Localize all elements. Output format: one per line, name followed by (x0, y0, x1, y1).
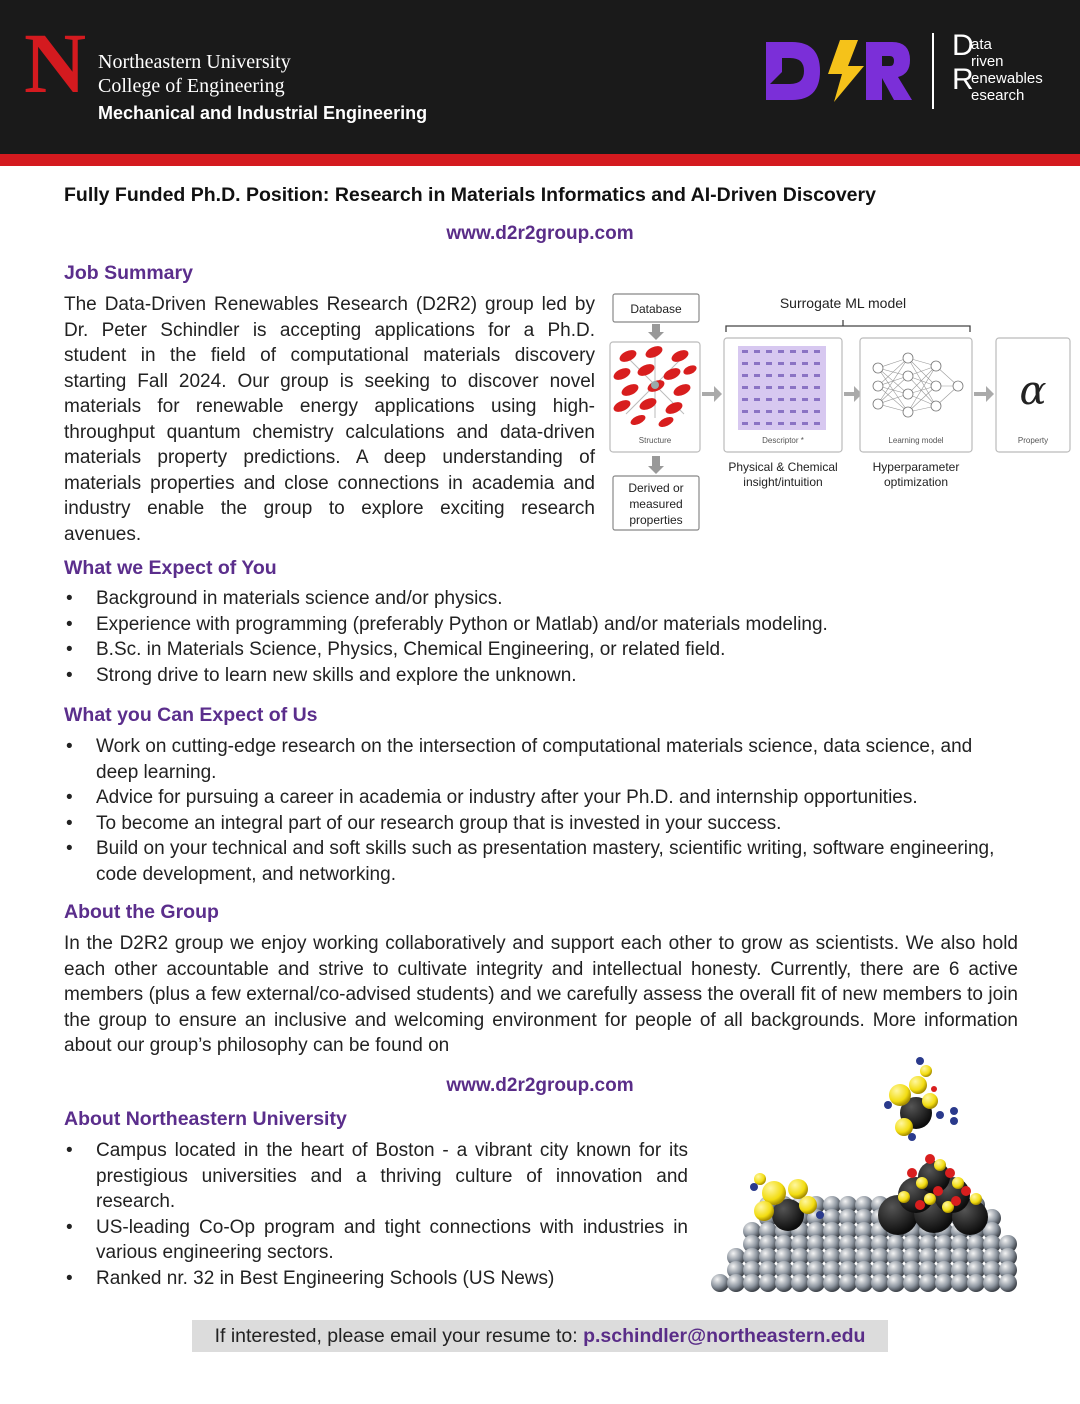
nanocluster-icon (878, 1154, 988, 1235)
svg-text:N: N (24, 28, 87, 98)
about-group-text: In the D2R2 group we enjoy working collaboratively and support each other to grow as scientists. We also hold each other accountable and strive to cultivate integrity and intellectual honesty. Currently, there are 6 active members (plus a few external/co-advised students) and we carefully assess the overall fit of new members to join the group to ensure an inclusive and welcoming environment for people of all backgrounds. More information about our group’s philosophy can be found on (64, 933, 1018, 1056)
college-name: College of Engineering (98, 75, 285, 97)
list-item: • Experience with programming (preferably Python or Matlab) and/or materials modeling. (64, 612, 1024, 638)
northeastern-logo-icon (22, 28, 100, 98)
surface-atom (951, 1274, 969, 1292)
diagram-hyper-line2: optimization (883, 475, 949, 489)
contact-bar (192, 1320, 888, 1352)
contact-prefix: If interested, please email your resume to: (214, 1325, 584, 1347)
university-name: Northeastern University (98, 51, 291, 73)
diagram-insight-line2: insight/intuition (743, 475, 823, 489)
list-item: • Work on cutting-edge research on the intersection of computational materials science, data science, and deep learning. (64, 734, 1019, 785)
about-group-heading: About the Group (64, 901, 219, 923)
surface-atom (743, 1274, 761, 1292)
brand-word: Data (952, 29, 992, 62)
surface-atom (807, 1274, 825, 1292)
surface-atom (919, 1274, 937, 1292)
expect-us-heading: What you Can Expect of Us (64, 704, 318, 726)
website-link-top[interactable]: www.d2r2group.com (446, 223, 634, 244)
list-item: • Strong drive to learn new skills and explore the unknown. (64, 663, 1024, 689)
diagram-insight-line1: Physical & Chemical (728, 460, 838, 474)
surface-atom (823, 1274, 841, 1292)
surface-atom (967, 1274, 985, 1292)
surface-atom (903, 1274, 921, 1292)
surface-atom (759, 1274, 777, 1292)
workflow-diagram (608, 286, 1076, 536)
diagram-alpha-symbol: α (1019, 368, 1047, 414)
list-item: • To become an integral part of our research group that is invested in your success. (64, 811, 1019, 837)
list-item: • Background in materials science and/or physics. (64, 586, 1024, 612)
expect-us-list (64, 734, 1019, 887)
surface-atom (727, 1274, 745, 1292)
diagram-learning-model-label: Learning model (888, 436, 944, 445)
list-item: • US-leading Co-Op program and tight connections with industries in various engineering sectors. (64, 1215, 688, 1266)
surface-atom (935, 1274, 953, 1292)
surface-atom (871, 1274, 889, 1292)
d2r-logo-icon (764, 38, 914, 104)
diagram-derived-line3: properties (629, 513, 683, 527)
surface-atom (983, 1274, 1001, 1292)
header-accent-bar (0, 154, 1080, 166)
diagram-hyper-line1: Hyperparameter (872, 460, 960, 474)
job-summary-heading: Job Summary (64, 262, 193, 284)
diagram-property-label: Property (1017, 436, 1049, 445)
diagram-surrogate-label: Surrogate ML model (779, 295, 907, 311)
list-item: • Campus located in the heart of Boston - a vibrant city known for its prestigious universities and a thriving culture of innovation and research. (64, 1138, 688, 1215)
brand-divider (932, 33, 934, 109)
diagram-derived-line1: Derived or (628, 481, 684, 495)
about-nu-heading: About Northeastern University (64, 1108, 347, 1130)
surface-atom (839, 1274, 857, 1292)
surface-atom (887, 1274, 905, 1292)
expect-you-heading: What we Expect of You (64, 557, 277, 579)
diagram-structure-label: Structure (638, 436, 672, 445)
expect-you-list (64, 586, 1024, 688)
list-item: • Build on your technical and soft skills such as presentation mastery, scientific writing, software engineering, code development, and networking. (64, 836, 1019, 887)
surface-atom (711, 1274, 729, 1292)
list-item: • B.Sc. in Materials Science, Physics, Chemical Engineering, or related field. (64, 637, 1024, 663)
diagram-descriptor-label: Descriptor * (762, 436, 804, 445)
about-nu-list (64, 1138, 688, 1291)
surface-atom (775, 1274, 793, 1292)
surface-atom (999, 1274, 1017, 1292)
brand-word: Renewables (952, 63, 1043, 96)
molecule-surface-illustration (708, 1055, 1020, 1300)
list-item: • Ranked nr. 32 in Best Engineering Schools (US News) (64, 1266, 688, 1292)
brand-word: riven (971, 53, 1004, 70)
website-link-bottom[interactable]: www.d2r2group.com (446, 1075, 634, 1096)
brand-word: esearch (971, 87, 1025, 104)
surface-atom (791, 1274, 809, 1292)
diagram-database-label: Database (630, 302, 682, 316)
diagram-derived-line2: measured (629, 497, 683, 511)
list-item: • Advice for pursuing a career in academia or industry after your Ph.D. and internship opportunities. (64, 785, 1019, 811)
page-title: Fully Funded Ph.D. Position: Research in Materials Informatics and AI-Driven Discovery (64, 184, 876, 206)
brand-wordmark (952, 29, 1043, 104)
surface-atom (855, 1274, 873, 1292)
job-summary-text: The Data-Driven Renewables Research (D2R2) group led by Dr. Peter Schindler is accepting applications for a Ph.D. student in the field of computational materials discovery starting Fall 2024. Our group is seeking to discover novel materials for renewable energy applications using high-throughput quantum chemistry calculations and data-driven materials property predictions. A deep understanding of materials properties and close connections in academia and industry enable the group to explore exciting research avenues. (64, 294, 595, 545)
floating-molecule-icon (884, 1057, 958, 1141)
contact-email-link[interactable]: p.schindler@northeastern.edu (583, 1325, 866, 1347)
university-block (98, 50, 427, 128)
department-name: Mechanical and Industrial Engineering (98, 103, 428, 123)
